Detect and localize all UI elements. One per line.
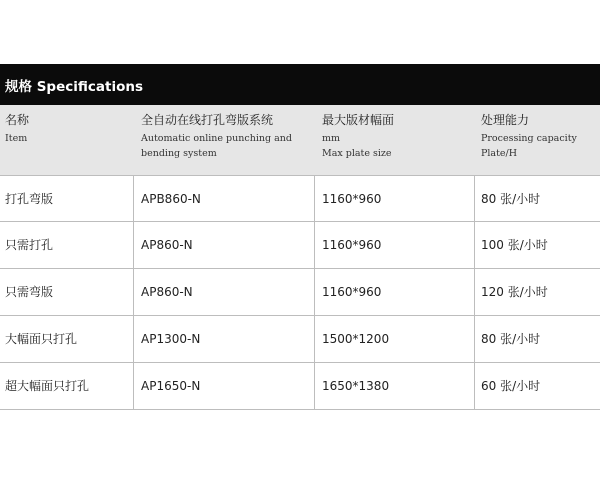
table-row [0, 316, 600, 363]
cell-system: AP1300-N [141, 332, 201, 346]
table-row [0, 363, 600, 410]
column-divider [314, 222, 315, 268]
cell-system: AP860-N [141, 238, 193, 252]
header-system [141, 105, 311, 175]
table-row [0, 222, 600, 269]
table-body [0, 175, 600, 410]
column-divider [474, 316, 475, 362]
header-item-en: Item [5, 133, 28, 144]
column-divider [474, 363, 475, 409]
column-divider [314, 363, 315, 409]
header-capacity [481, 105, 600, 175]
header-system-en: Automatic online punching and [141, 133, 292, 144]
table-row [0, 269, 600, 316]
header-size [322, 105, 472, 175]
column-divider [474, 222, 475, 268]
cell-capacity: 60 张/小时 [481, 379, 541, 393]
column-divider [314, 316, 315, 362]
column-divider [133, 269, 134, 315]
column-divider [133, 316, 134, 362]
header-system-en-line2: bending system [141, 148, 217, 159]
cell-system: AP860-N [141, 285, 193, 299]
header-size-unit: mm [322, 133, 341, 144]
header-capacity-zh: 处理能力 [481, 113, 530, 127]
column-divider [133, 222, 134, 268]
header-item [5, 105, 130, 175]
header-capacity-unit: Plate/H [481, 148, 518, 159]
cell-size: 1160*960 [322, 238, 382, 252]
cell-system: AP1650-N [141, 379, 201, 393]
header-system-zh: 全自动在线打孔弯版系统 [141, 113, 274, 127]
cell-item: 大幅面只打孔 [5, 332, 78, 346]
table-title: 规格 Specifications [0, 64, 600, 105]
column-divider [133, 176, 134, 221]
column-divider [314, 269, 315, 315]
cell-system: APB860-N [141, 192, 201, 206]
cell-capacity: 120 张/小时 [481, 285, 548, 299]
cell-item: 只需弯版 [5, 285, 54, 299]
header-size-zh: 最大版材幅面 [322, 113, 395, 127]
cell-size: 1160*960 [322, 192, 382, 206]
column-divider [474, 176, 475, 221]
column-divider [314, 176, 315, 221]
cell-item: 超大幅面只打孔 [5, 379, 90, 393]
cell-item: 只需打孔 [5, 238, 54, 252]
table-row [0, 175, 600, 222]
header-item-zh: 名称 [5, 113, 30, 127]
cell-item: 打孔弯版 [5, 192, 54, 206]
column-divider [133, 363, 134, 409]
cell-capacity: 80 张/小时 [481, 332, 541, 346]
cell-capacity: 100 张/小时 [481, 238, 548, 252]
cell-capacity: 80 张/小时 [481, 192, 541, 206]
cell-size: 1500*1200 [322, 332, 390, 346]
cell-size: 1160*960 [322, 285, 382, 299]
column-divider [474, 269, 475, 315]
cell-size: 1650*1380 [322, 379, 390, 393]
table-header-row [0, 105, 600, 175]
header-capacity-en: Processing capacity [481, 133, 577, 144]
header-size-en: Max plate size [322, 148, 392, 159]
